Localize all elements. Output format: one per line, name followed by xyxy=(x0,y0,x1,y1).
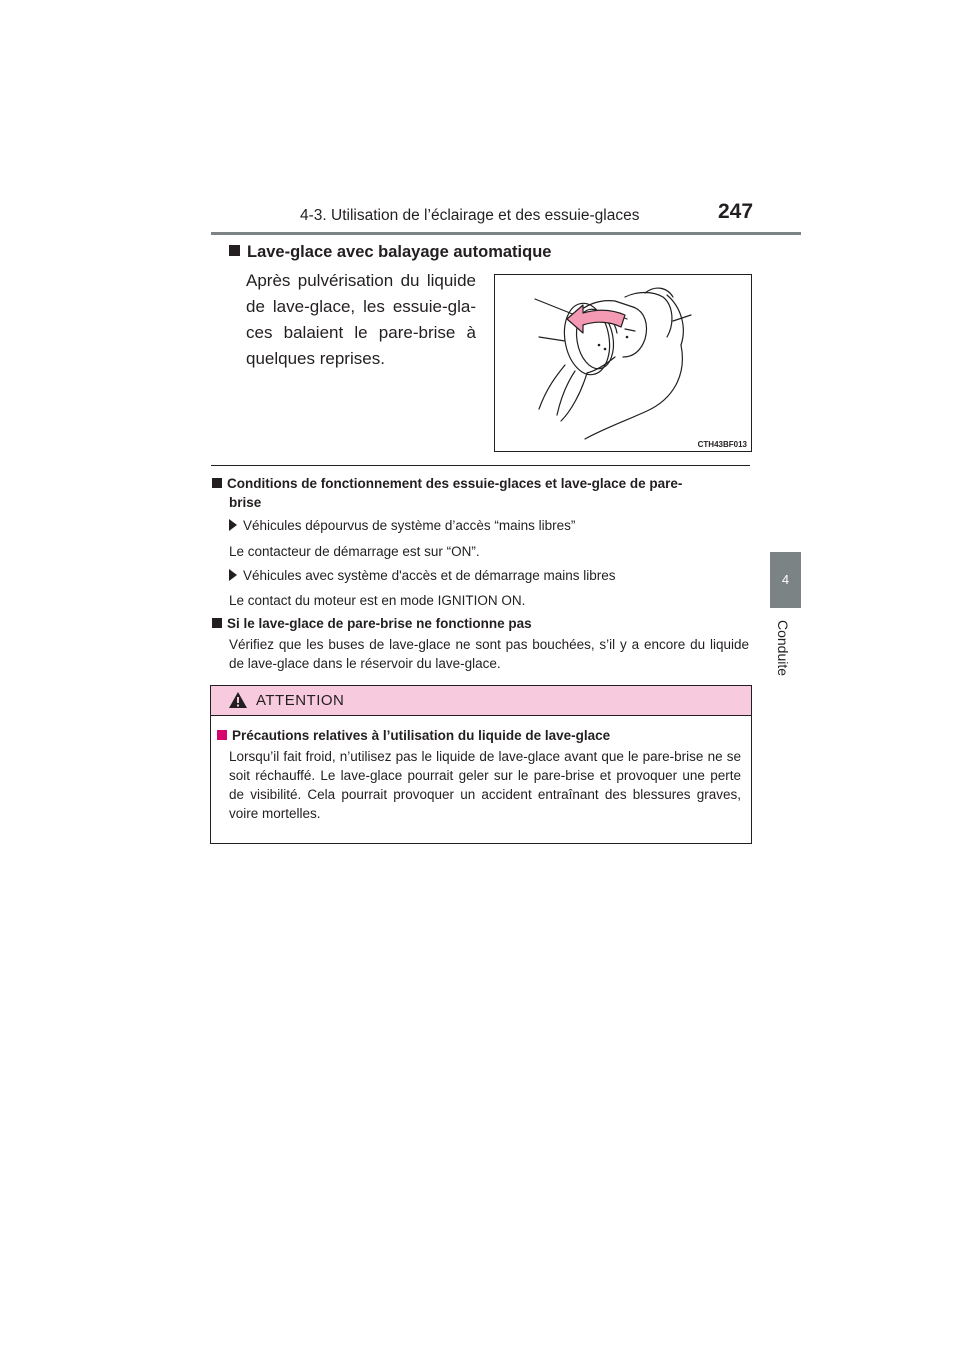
section-heading-text: Lave-glace avec balayage automatique xyxy=(247,243,552,261)
square-bullet-icon xyxy=(229,245,240,256)
section-body-line: ces balaient le pare-brise à xyxy=(246,323,476,342)
section-divider xyxy=(211,465,750,466)
hand-pulling-lever-drawing xyxy=(495,275,751,451)
chapter-tab-label: Conduite xyxy=(775,620,791,677)
chapter-title: 4-3. Utilisation de l’éclairage et des essuie-glaces xyxy=(300,207,640,224)
attention-title: ATTENTION xyxy=(256,692,345,709)
triangle-bullet-icon xyxy=(229,519,237,531)
section-body xyxy=(246,268,476,372)
section-body-line: de lave-glace, les essuie-gla- xyxy=(246,297,476,316)
attention-text: Lorsqu’il fait froid, n’utilisez pas le liquide de lave-glace avant que le pare-brise ne se soit réchauffé. Le lave-glace pourrait geler sur le pare-brise et provoquer une perte de visibilité. Cela pourrait provoquer un accident entraînant des blessures graves, voire mortelles. xyxy=(229,749,741,821)
attention-subheading xyxy=(217,728,610,743)
attention-header xyxy=(211,686,751,716)
chapter-tab-number: 4 xyxy=(781,572,790,587)
vehicle-variant-1 xyxy=(229,516,575,535)
square-bullet-icon xyxy=(217,730,227,740)
page-number: 247 xyxy=(718,200,754,223)
square-bullet-icon xyxy=(212,618,222,628)
vehicle-variant-2 xyxy=(229,566,616,585)
vehicle-variant-1-text: Le contacteur de démarrage est sur “ON”. xyxy=(229,544,480,559)
triangle-bullet-icon xyxy=(229,569,237,581)
figure-code: CTH43BF013 xyxy=(697,440,747,449)
attention-subheading-text: Précautions relatives à l’utilisation du liquide de lave-glace xyxy=(232,728,611,743)
wiper-lever-illustration xyxy=(494,274,752,452)
washer-heading-text: Si le lave-glace de pare-brise ne fonctionne pas xyxy=(227,616,532,631)
attention-box xyxy=(210,685,752,844)
section-body-line: quelques reprises. xyxy=(246,349,385,368)
square-bullet-icon xyxy=(212,478,222,488)
header-rule xyxy=(211,232,801,235)
washer-heading xyxy=(212,614,532,633)
conditions-heading-line2: brise xyxy=(229,495,262,510)
conditions-heading xyxy=(212,474,752,493)
vehicle-variant-1-label: Véhicules dépourvus de système d’accès “mains libres” xyxy=(243,518,576,533)
chapter-tab-label-box xyxy=(770,608,801,698)
vehicle-variant-2-text: Le contact du moteur est en mode IGNITION ON. xyxy=(229,593,526,608)
washer-text: Vérifiez que les buses de lave-glace ne sont pas bouchées, s’il y a encore du liquide de lave-glace dans le réservoir du lave-glace. xyxy=(229,637,749,671)
section-body-line: Après pulvérisation du liquide xyxy=(246,271,476,290)
vehicle-variant-2-label: Véhicules avec système d'accès et de démarrage mains libres xyxy=(243,568,616,583)
warning-triangle-icon xyxy=(228,691,248,709)
conditions-heading-line1: Conditions de fonctionnement des essuie-glaces et lave-glace de pare- xyxy=(227,476,683,491)
section-heading xyxy=(229,243,551,262)
